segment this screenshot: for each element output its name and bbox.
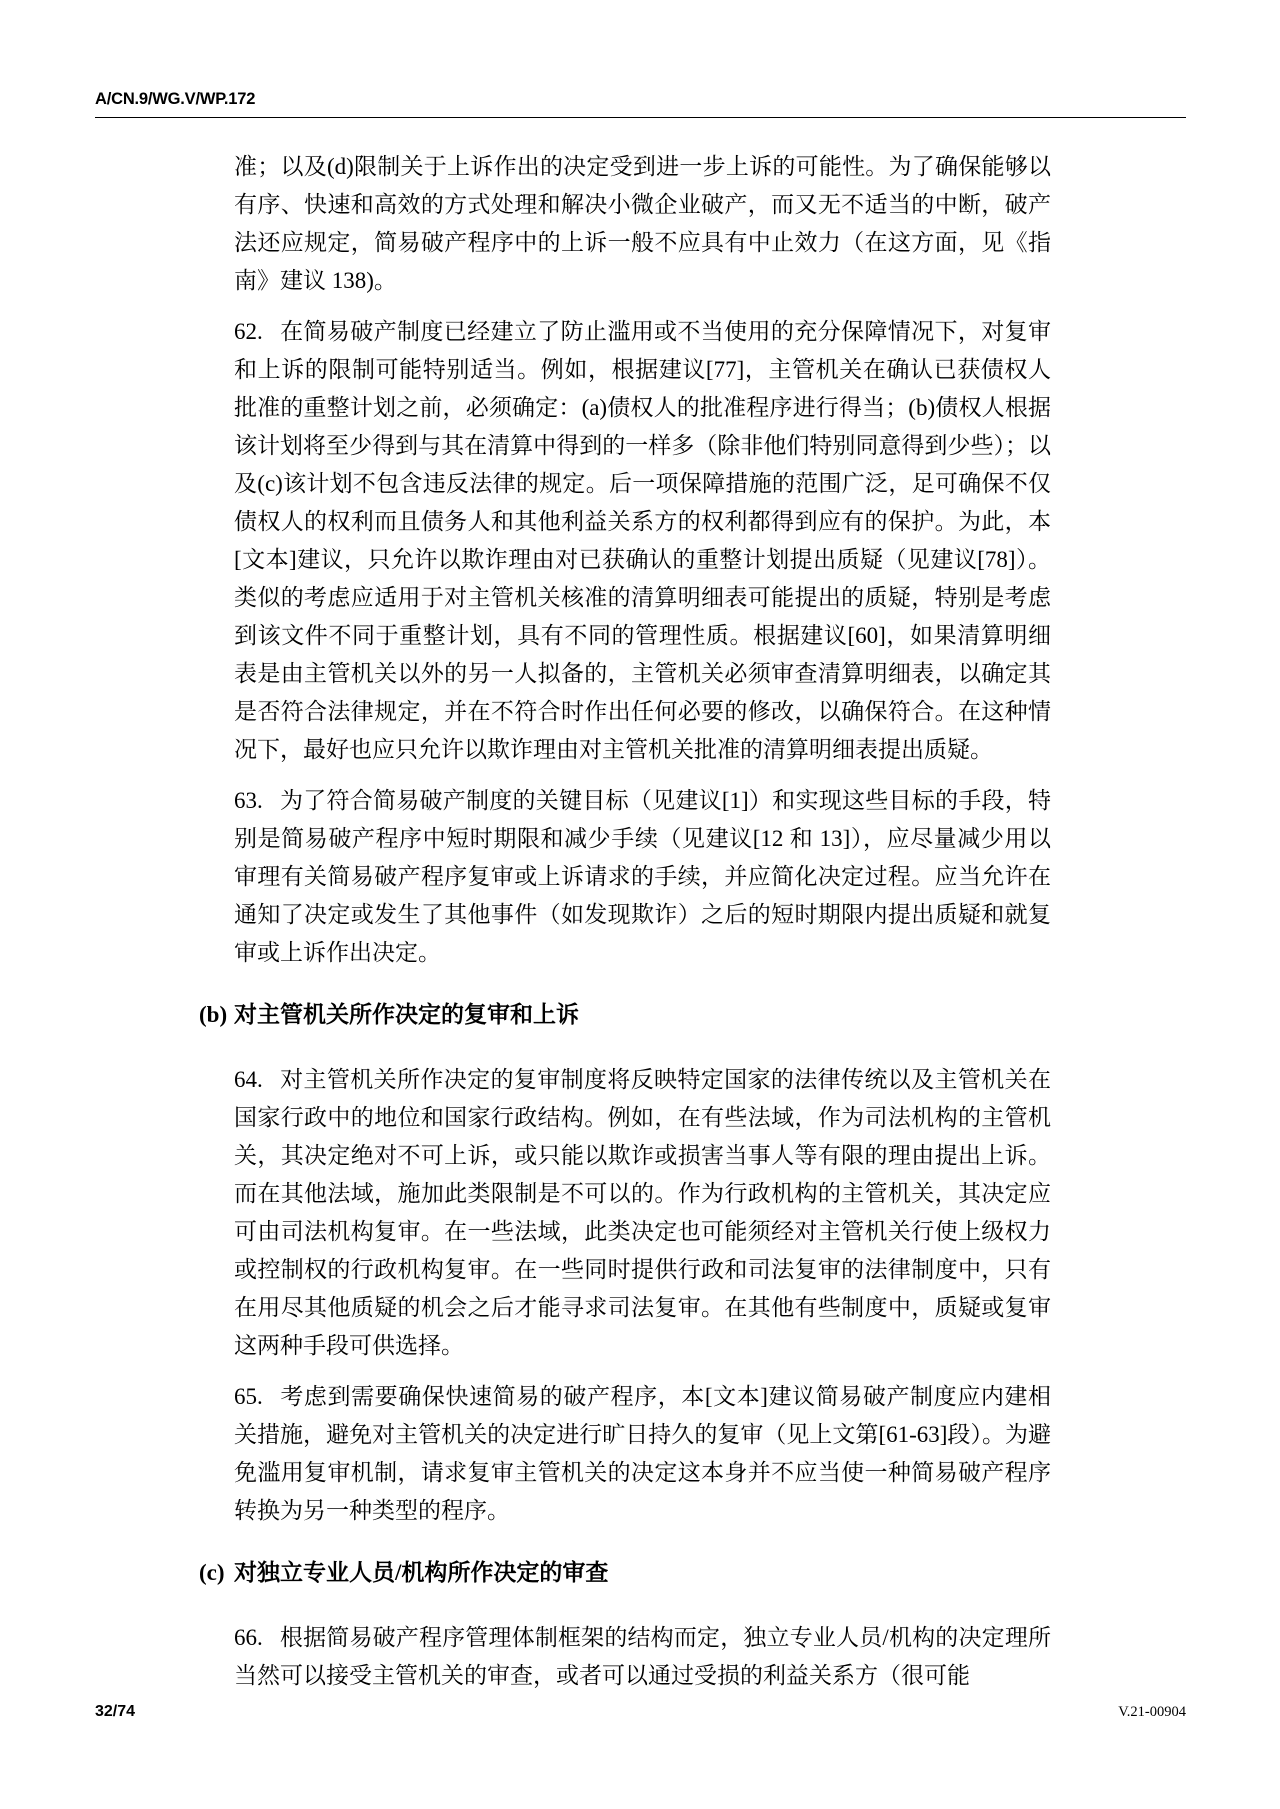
paragraph-continuation (234, 148, 1051, 300)
section-heading-c (199, 1554, 1051, 1592)
paragraph-62 (234, 313, 1051, 769)
document-body (199, 148, 1051, 1708)
page-number: 32/74 (95, 1703, 136, 1720)
header-rule (95, 117, 1186, 118)
page-header (95, 0, 1186, 126)
document-symbol: A/CN.9/WG.V/WP.172 (95, 90, 256, 108)
paragraph-number: 62. (234, 319, 263, 344)
paragraph-text: 对主管机关所作决定的复审制度将反映特定国家的法律传统以及主管机关在国家行政中的地位和国家行政结构。例如，在有些法域，作为司法机构的主管机关，其决定绝对不可上诉，或只能以欺诈或损害当事人等有限的理由提出上诉。而在其他法域，施加此类限制是不可以的。作为行政机构的主管机关，其决定应可由司法机构复审。在一些法域，此类决定也可能须经对主管机关行使上级权力或控制权的行政机构复审。在一些同时提供行政和司法复审的法律制度中，只有在用尽其他质疑的机会之后才能寻求司法复审。在其他有些制度中，质疑或复审这两种手段可供选择。 (234, 1067, 1051, 1358)
section-title: 对独立专业人员/机构所作决定的审查 (234, 1560, 609, 1585)
section-label: (b) (199, 1002, 228, 1027)
paragraph-text: 为了符合简易破产制度的关键目标（见建议[1]）和实现这些目标的手段，特别是简易破产程序中短时期限和减少手续（见建议[12 和 13]），应尽量减少用以审理有关简易破产程序复审或上诉请求的手续，并应简化决定过程。应当允许在通知了决定或发生了其他事件（如发现欺诈）之后的短时期限内提出质疑和就复审或上诉作出决定。 (234, 788, 1051, 965)
paragraph-65 (234, 1378, 1051, 1530)
paragraph-63 (234, 782, 1051, 972)
paragraph-number: 66. (234, 1625, 263, 1650)
document-code: V.21-00904 (1118, 1704, 1186, 1720)
section-title: 对主管机关所作决定的复审和上诉 (234, 1002, 579, 1027)
paragraph-text: 准；以及(d)限制关于上诉作出的决定受到进一步上诉的可能性。为了确保能够以有序、快速和高效的方式处理和解决小微企业破产，而又无不适当的中断，破产法还应规定，简易破产程序中的上诉一般不应具有中止效力（在这方面，见《指南》建议 138)。 (234, 154, 1051, 293)
paragraph-66 (234, 1619, 1051, 1695)
page-footer (95, 1703, 1186, 1721)
section-heading-b (199, 996, 1051, 1034)
paragraph-number: 65. (234, 1384, 263, 1409)
section-label: (c) (199, 1560, 225, 1585)
paragraph-text: 根据简易破产程序管理体制框架的结构而定，独立专业人员/机构的决定理所当然可以接受主管机关的审查，或者可以通过受损的利益关系方（很可能 (234, 1625, 1051, 1688)
paragraph-text: 考虑到需要确保快速简易的破产程序，本[文本]建议简易破产制度应内建相关措施，避免对主管机关的决定进行旷日持久的复审（见上文第[61-63]段）。为避免滥用复审机制，请求复审主管机关的决定这本身并不应当使一种简易破产程序转换为另一种类型的程序。 (234, 1384, 1051, 1523)
paragraph-text: 在简易破产制度已经建立了防止滥用或不当使用的充分保障情况下，对复审和上诉的限制可能特别适当。例如，根据建议[77]，主管机关在确认已获债权人批准的重整计划之前，必须确定：(a)债权人的批准程序进行得当；(b)债权人根据该计划将至少得到与其在清算中得到的一样多（除非他们特别同意得到少些）；以及(c)该计划不包含违反法律的规定。后一项保障措施的范围广泛，足可确保不仅债权人的权利而且债务人和其他利益关系方的权利都得到应有的保护。为此，本[文本]建议，只允许以欺诈理由对已获确认的重整计划提出质疑（见建议[78]）。类似的考虑应适用于对主管机关核准的清算明细表可能提出的质疑，特别是考虑到该文件不同于重整计划，具有不同的管理性质。根据建议[60]，如果清算明细表是由主管机关以外的另一人拟备的，主管机关必须审查清算明细表，以确定其是否符合法律规定，并在不符合时作出任何必要的修改，以确保符合。在这种情况下，最好也应只允许以欺诈理由对主管机关批准的清算明细表提出质疑。 (234, 319, 1051, 762)
paragraph-number: 64. (234, 1067, 263, 1092)
paragraph-64 (234, 1061, 1051, 1365)
paragraph-number: 63. (234, 788, 263, 813)
